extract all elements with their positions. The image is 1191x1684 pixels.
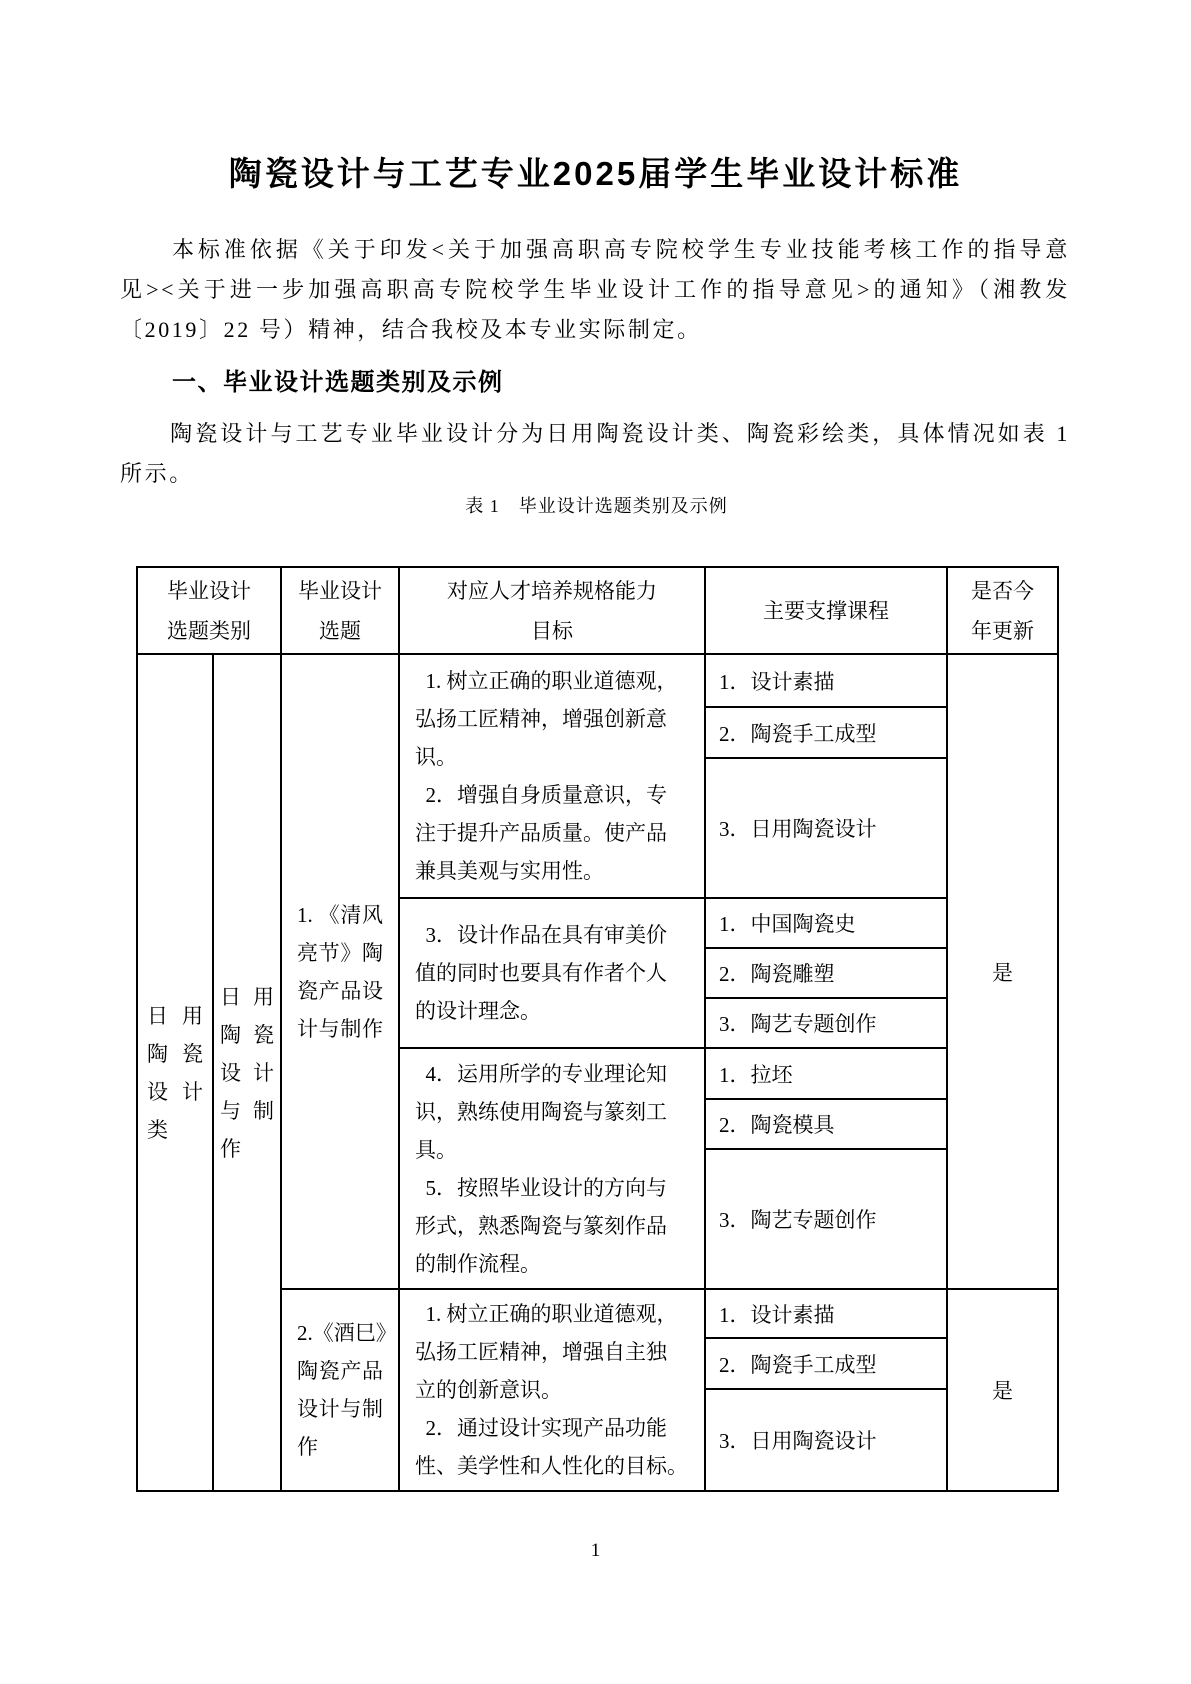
- topic-line: 设计与制: [297, 1397, 383, 1421]
- goal-line: 2．通过设计实现产品功能: [415, 1416, 667, 1440]
- goal-line: 值的同时也要具有作者个人: [415, 961, 667, 985]
- goal-line: 的制作流程。: [415, 1251, 541, 1276]
- course-cell: 1．中国陶瓷史: [705, 898, 947, 948]
- course-cell: 1．设计素描: [705, 654, 947, 707]
- course-cell: 3．陶艺专题创作: [705, 998, 947, 1048]
- lead-paragraph: [120, 414, 1070, 494]
- topic-line: 瓷产品设: [297, 978, 383, 1003]
- goal-line: 具。: [415, 1137, 457, 1162]
- category-cell: 日用陶瓷设计类: [137, 654, 213, 1491]
- course-cell: 1．拉坯: [705, 1048, 947, 1099]
- goal-line: 1. 树立正确的职业道德观，: [415, 1302, 678, 1326]
- header-ability-goal: 对应人才培养规格能力目标: [399, 567, 705, 654]
- intro-line: 见><关于进一步加强高职高专院校学生毕业设计工作的指导意见>的通知》（湘教发: [120, 277, 1070, 302]
- document-title: 陶瓷设计与工艺专业2025届学生毕业设计标准: [228, 155, 963, 192]
- topic-line: 计与制作: [297, 1016, 383, 1041]
- goal-line: 3．设计作品在具有审美价: [415, 923, 667, 947]
- selection-table-wrapper: [136, 566, 1059, 1492]
- goal-line: 5．按照毕业设计的方向与: [415, 1175, 667, 1200]
- course-cell: 3．日用陶瓷设计: [705, 1389, 947, 1491]
- header-category: 毕业设计选题类别: [137, 567, 281, 654]
- goal-line: 弘扬工匠精神，增强自主独: [415, 1340, 667, 1364]
- goal-line: 的设计理念。: [415, 999, 541, 1023]
- goal-line: 4．运用所学的专业理论知: [415, 1061, 667, 1086]
- table-row: [137, 654, 1058, 707]
- selection-table: [136, 566, 1059, 1492]
- lead-line: 所示。: [120, 461, 194, 486]
- course-cell: 2．陶瓷模具: [705, 1099, 947, 1149]
- section-heading: 一、毕业设计选题类别及示例: [172, 369, 504, 396]
- goals-cell: [399, 654, 705, 898]
- topic-cell: [281, 1289, 399, 1491]
- topic-line: 1. 《清风: [297, 902, 383, 927]
- header-updated: 是否今年更新: [947, 567, 1058, 654]
- goal-line: 1. 树立正确的职业道德观，: [415, 669, 678, 693]
- course-cell: 1．设计素描: [705, 1289, 947, 1338]
- header-topic: 毕业设计选题: [281, 567, 399, 654]
- goal-line: 识。: [415, 745, 457, 769]
- topic-line: 亮节》陶: [297, 940, 383, 965]
- course-cell: 2．陶瓷雕塑: [705, 948, 947, 998]
- goals-cell: [399, 1289, 705, 1491]
- goal-line: 2．增强自身质量意识，专: [415, 783, 667, 807]
- subcategory-cell: 日用陶瓷设计与制作: [213, 654, 281, 1491]
- goal-line: 注于提升产品质量。使产品: [415, 821, 667, 845]
- goal-line: 兼具美观与实用性。: [415, 859, 604, 883]
- header-courses: 主要支撑课程: [705, 567, 947, 654]
- topic-line: 2.《酒巳》: [297, 1321, 397, 1345]
- topic-line: 作: [297, 1435, 318, 1459]
- goal-line: 性、美学性和人性化的目标。: [415, 1454, 688, 1478]
- table-caption: 表 1 毕业设计选题类别及示例: [465, 496, 728, 516]
- header-row: [137, 567, 1058, 654]
- intro-line: 本标准依据《关于印发<关于加强高职高专院校学生专业技能考核工作的指导意: [120, 237, 1070, 262]
- page-number: 1: [590, 1540, 601, 1561]
- goal-line: 立的创新意识。: [415, 1378, 562, 1402]
- goal-line: 弘扬工匠精神，增强创新意: [415, 707, 667, 731]
- course-cell: 3．日用陶瓷设计: [705, 758, 947, 898]
- goals-cell: [399, 1048, 705, 1289]
- goals-cell: [399, 898, 705, 1048]
- goal-line: 形式，熟悉陶瓷与篆刻作品: [415, 1213, 667, 1238]
- goal-line: 识，熟练使用陶瓷与篆刻工: [415, 1099, 667, 1124]
- updated-cell: 是: [947, 654, 1058, 1289]
- lead-line: 陶瓷设计与工艺专业毕业设计分为日用陶瓷设计类、陶瓷彩绘类，具体情况如表 1: [120, 421, 1070, 446]
- updated-cell: 是: [947, 1289, 1058, 1491]
- course-cell: 3．陶艺专题创作: [705, 1149, 947, 1289]
- topic-cell: [281, 654, 399, 1289]
- intro-line: 〔2019〕22 号）精神，结合我校及本专业实际制定。: [120, 317, 702, 342]
- course-cell: 2．陶瓷手工成型: [705, 1338, 947, 1389]
- topic-line: 陶瓷产品: [297, 1359, 383, 1383]
- course-cell: 2．陶瓷手工成型: [705, 707, 947, 758]
- intro-paragraph: [120, 230, 1070, 350]
